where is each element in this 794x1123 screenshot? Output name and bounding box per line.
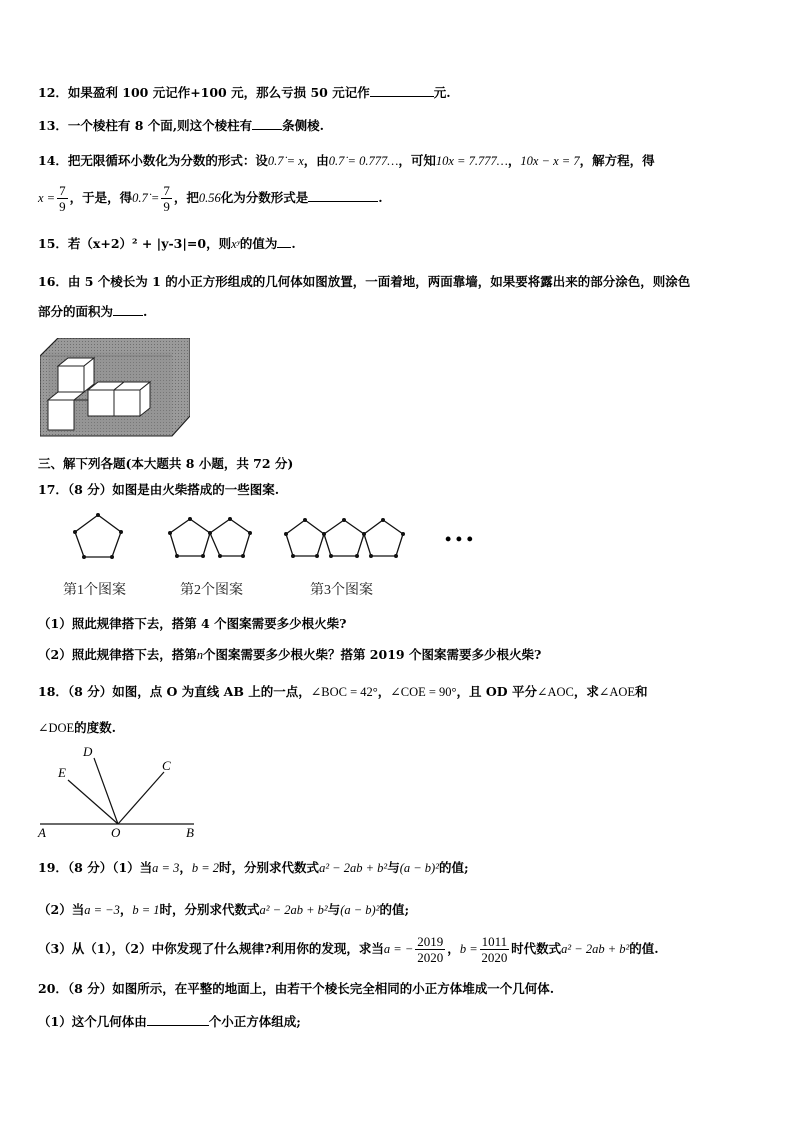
q19-l1-math2: b = 2 <box>191 861 220 875</box>
q12-tail: 元. <box>433 85 451 100</box>
q14-math-4: 10x − x = 7 <box>520 154 580 168</box>
q15-tail: . <box>291 236 296 251</box>
q19-l2-b: ， <box>119 902 133 917</box>
q19-l2-e: 的值; <box>379 902 410 917</box>
q20-answer-blank[interactable] <box>147 1013 209 1026</box>
pattern-2-label: 第2个图案 <box>180 583 243 598</box>
label-e: E <box>58 765 66 780</box>
q16-tail: . <box>143 304 148 319</box>
q20-line1: 20．（8 分）如图所示，在平整的地面上，由若干个棱长完全相同的小正方体堆成一个几何体. <box>38 981 555 996</box>
question-14-line1 <box>38 151 655 169</box>
q18-math-4: ∠AOE <box>598 685 636 699</box>
q14-frac1-den: 9 <box>59 199 66 214</box>
q19-l3-c: 时代数式 <box>511 941 562 956</box>
q14-math-5: 0.7̇ = <box>132 191 160 205</box>
q17-continuation-dots: • • • <box>445 529 473 549</box>
q14-text-g: ，把 <box>173 190 199 205</box>
q19-l1-c: 时，分别求代数式 <box>219 860 320 875</box>
section-3-heading <box>38 454 293 472</box>
q19-l1-math4: (a − b)² <box>399 861 439 875</box>
q14-text-c: ，可知 <box>398 153 436 168</box>
label-a: A <box>38 825 46 840</box>
q19-l3-a: （3）从（1），（2）中你发现了什么规律?利用你的发现，求当 <box>38 941 384 956</box>
q12-text: 12．如果盈利 100 元记作+100 元，那么亏损 50 元记作 <box>38 85 370 100</box>
question-16-line2 <box>38 302 147 320</box>
question-12 <box>38 83 451 101</box>
question-16-line1 <box>38 272 690 290</box>
question-17-part1 <box>38 614 346 632</box>
pattern-1-label: 第1个图案 <box>63 583 126 598</box>
q17-part2-n: n <box>196 648 203 662</box>
q19-l1-b: ， <box>179 860 192 875</box>
label-b: B <box>186 825 194 840</box>
question-19-line2 <box>38 900 409 918</box>
label-d: D <box>83 744 93 759</box>
q13-answer-blank[interactable] <box>252 117 282 130</box>
q18-math-5: ∠DOE <box>38 721 75 735</box>
q15-text-a: 15．若（x+2）² + |y-3|=0，则 <box>38 236 232 251</box>
q14-text-e: ，解方程，得 <box>579 153 655 168</box>
q19-l3-math1: a = − <box>383 942 414 956</box>
q14-text-f: ，于是，得 <box>69 190 133 205</box>
q14-frac2-den: 9 <box>163 199 170 214</box>
q19-l2-a: （2）当 <box>38 902 85 917</box>
q18-math-3: ∠AOC <box>536 685 574 699</box>
q14-math-1: 0.7̇ = x <box>267 154 304 168</box>
q13-text: 13．一个棱柱有 8 个面,则这个棱柱有 <box>38 118 253 133</box>
label-o: O <box>111 825 121 840</box>
q17-text: 17．（8 分）如图是由火柴搭成的一些图案. <box>38 482 280 497</box>
q19-l3-math2: b = <box>459 942 478 956</box>
q19-fraction-1 <box>415 934 445 965</box>
q17-matchstick-figure <box>60 506 480 602</box>
q19-frac1-num: 2019 <box>417 934 444 949</box>
q19-fraction-2 <box>480 934 510 965</box>
pattern-3-label: 第3个图案 <box>310 583 373 598</box>
q17-part2-b: 个图案需要多少根火柴？搭第 2019 个图案需要多少根火柴? <box>202 647 542 662</box>
q19-frac1-den: 2020 <box>417 950 444 965</box>
q18-text-a: 18．（8 分）如图，点 O 为直线 AB 上的一点， <box>38 684 311 699</box>
q14-text-a: 14．把无限循环小数化为分数的形式：设 <box>38 153 268 168</box>
q19-l2-math4: (a − b)² <box>340 903 380 917</box>
q19-l2-math2: b = 1 <box>132 903 160 917</box>
question-18-line1 <box>38 682 648 700</box>
q15-answer-blank[interactable] <box>277 235 291 248</box>
pattern-1 <box>75 515 121 557</box>
q19-frac2-den: 2020 <box>481 950 508 965</box>
q14-fraction-1 <box>57 183 68 214</box>
q19-l1-math3: a² − 2ab + b² <box>319 861 388 875</box>
ray-oc <box>118 772 164 824</box>
q16-line2: 部分的面积为 <box>38 304 114 319</box>
section-3-title: 三、解下列各题(本大题共 8 小题，共 72 分) <box>38 456 294 471</box>
q14-frac1-num: 7 <box>59 183 66 198</box>
q16-answer-blank[interactable] <box>113 303 143 316</box>
question-15 <box>38 234 296 252</box>
q19-l2-d: 与 <box>327 902 341 917</box>
q19-l3-b: ， <box>447 941 460 956</box>
question-14-line2 <box>38 183 383 214</box>
label-c: C <box>162 758 171 773</box>
q13-tail: 条侧棱. <box>282 118 325 133</box>
q16-cube-figure <box>40 338 190 438</box>
q15-text-b: 的值为 <box>239 236 278 251</box>
q19-l3-d: 的值. <box>629 941 659 956</box>
q18-angle-figure <box>36 740 206 840</box>
q19-l3-math3: a² − 2ab + b² <box>561 942 630 956</box>
question-20-line1 <box>38 979 554 997</box>
q19-l1-math1: a = 3 <box>152 861 180 875</box>
q18-math-1: ∠BOC = 42° <box>310 685 378 699</box>
q17-part2-a: （2）照此规律搭下去，搭第 <box>38 647 197 662</box>
q14-math-3: 10x = 7.777… <box>435 154 508 168</box>
question-18-line2 <box>38 718 116 736</box>
q20-l2-a: （1）这个几何体由 <box>38 1014 147 1029</box>
cube-top <box>58 358 94 392</box>
q16-line1: 16．由 5 个棱长为 1 的小正方形组成的几何体如图放置，一面着地，两面靠墙，如果要将露出来的部分涂色，则涂色 <box>38 274 691 289</box>
q19-l2-c: 时，分别求代数式 <box>159 902 260 917</box>
q14-frac2-num: 7 <box>163 183 170 198</box>
q12-answer-blank[interactable] <box>370 84 434 97</box>
pattern-2 <box>170 519 250 556</box>
q19-frac2-num: 1011 <box>481 934 508 949</box>
q14-text-h: 化为分数形式是 <box>220 190 309 205</box>
q17-part1: （1）照此规律搭下去，搭第 4 个图案需要多少根火柴? <box>38 616 347 631</box>
q14-fraction-2 <box>161 183 172 214</box>
q18-text-b: ， <box>377 684 391 699</box>
pattern-3 <box>286 520 403 556</box>
q14-math-6: 0.5̇6̇ <box>198 191 221 205</box>
question-17-part2 <box>38 645 541 663</box>
q14-x-equals: x = <box>38 191 56 205</box>
question-13 <box>38 116 324 134</box>
q18-text-e: 和 <box>635 684 648 699</box>
question-19-line3 <box>38 934 659 965</box>
q14-answer-blank[interactable] <box>308 189 378 202</box>
question-17 <box>38 480 279 498</box>
q14-text-d: ， <box>507 153 521 168</box>
q14-text-b: ，由 <box>303 153 329 168</box>
question-20-line2 <box>38 1012 301 1030</box>
q19-l2-math3: a² − 2ab + b² <box>259 903 328 917</box>
q18-text-f: 的度数. <box>74 720 117 735</box>
q15-math: xʸ <box>231 237 240 251</box>
q18-text-c: ，且 OD 平分 <box>456 684 537 699</box>
q14-tail: . <box>378 190 383 205</box>
question-19-line1 <box>38 858 469 876</box>
q19-l1-a: 19．（8 分）（1）当 <box>38 860 153 875</box>
q14-math-2: 0.7̇ = 0.777… <box>328 154 399 168</box>
q19-l1-e: 的值; <box>438 860 469 875</box>
q19-l1-d: 与 <box>387 860 400 875</box>
q18-text-d: ，求 <box>573 684 599 699</box>
q20-l2-b: 个小正方体组成; <box>208 1014 301 1029</box>
q18-math-2: ∠COE = 90° <box>390 685 457 699</box>
q19-l2-math1: a = −3 <box>84 903 120 917</box>
